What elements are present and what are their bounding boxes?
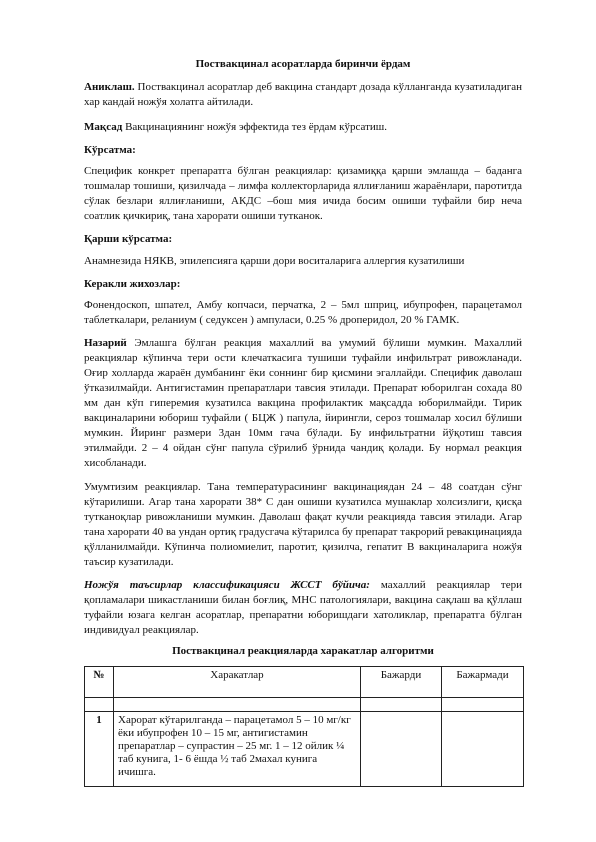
row-not-done-cell xyxy=(442,712,524,787)
classification-paragraph xyxy=(84,578,522,638)
header-number: № xyxy=(85,667,114,698)
row-action: Харорат кўтарилганда – парацетамол 5 – 10 мг/кг ёки ибупрофен 10 – 15 мг, антигистамин препаратлар – супрастин – 25 мг. 1 – 12 ойлик ¼ таб кунига, 1- 6 ёшда ½ таб 2махал кунига ичишга. xyxy=(114,712,361,787)
general-reactions-paragraph: Умумтизим реакциялар. Тана температурасининг вакцинациядан 24 – 48 соатдан сўнг кўтарилиши. Агар тана харорати 38* С дан ошиши кузатилса мушаклар холсизлиги, қисқа тутканоқлар ривожланиши мумкин. Даволаш фақат кучли реакцияда тавсия этилади. Агар тана харорати 40 ва ундан ортиқ градусгача кўтарилса бу препарат такрорий ревакцинацияда қўлланилмайди. Кўпинча полиомиелит, паротит, қизилча, гепатит В вакциналарига ножўя таъсир кузатилади. xyxy=(84,481,522,568)
definition-text: Поствакцинал асоратлар деб вакцина стандарт дозада кўлланганда кузатиладиган хар кандай ножўя холатга айтилади. xyxy=(84,81,522,108)
definition-paragraph xyxy=(84,80,522,110)
theory-label: Назарий xyxy=(84,337,127,349)
indication-text: Специфик конкрет препаратга бўлган реакциялар: қизамиққа қарши эмлашда – баданга тошмалар тошиши, қизилчада – лимфа коллекторларида яллиғланиш жараёнлари, паротитда сўлак безлари яллиғланиши, АКДС –бош мия ичида босим ошиши туфайли бир неча соатлик қичкириқ, тана харорати ошиши тутканок. xyxy=(84,165,522,222)
table-spacer-row xyxy=(85,698,524,712)
theory-paragraph xyxy=(84,336,522,471)
row-done-cell xyxy=(361,712,442,787)
spacer-cell xyxy=(442,698,524,712)
table-header-row xyxy=(85,667,524,698)
spacer-cell xyxy=(85,698,114,712)
classification-text: махаллий реакциялар тери қопламалари шикастланиши билан боғлиқ, МНС патологиялари, вакцина сақлаш ва қўллаш туфайли юзага келган асоратлар, препаратни юборишдаги хатоликлар, препаратга бўлган индивидуал реакциялар. xyxy=(84,579,522,636)
spacer-cell xyxy=(361,698,442,712)
spacer-cell xyxy=(114,698,361,712)
goal-label: Мақсад xyxy=(84,121,123,133)
definition-label: Аниклаш. xyxy=(84,81,135,93)
goal-paragraph xyxy=(84,120,522,135)
row-number: 1 xyxy=(85,712,114,787)
goal-text: Вакцинациянинг ножўя эффектида тез ёрдам кўрсатиш. xyxy=(122,121,388,133)
theory-text: Эмлашга бўлган реакция махаллий ва умумий бўлиши мумкин. Махаллий реакциялар кўпинча тери ости клечаткасига тушиши туфайли инфильтрат ривожланади. Оғир холларда жараён думбанинг ёки соннинг бир қисмини эгаллайди. Специфик даволаш ўтказилмайди. Антигистамин препаратлари тавсия этилади. Препарат юборилган сохада 80 мм дан кўп гиперемия кузатилса вакцина профилактик мақсадда юборилмайди. Тирик вакциналарини юбориш туфайли ( БЦЖ ) папула, йирингли, сероз тошмалар хосил бўлиши мумкин. Йиринг размери 3дан 10мм гача бўлади. Бу инфильтратни йўқотиш тавсия этилмайди. 2 – 4 ойдан сўнг папула сўрилиб ўрнида чандиқ қолади. Бу нормал реакция хисобланади. xyxy=(84,337,522,469)
header-not-done: Бажармади xyxy=(442,667,524,698)
indication-heading: Кўрсатма: xyxy=(84,144,136,156)
classification-label: Ножўя таъсирлар классификацияси ЖССТ бўйича: xyxy=(84,579,370,591)
header-actions: Харакатлар xyxy=(114,667,361,698)
equipment-heading: Керакли жихозлар: xyxy=(84,278,181,290)
algorithm-table xyxy=(84,666,524,787)
document-title: Поствакцинал асоратларда биринчи ёрдам xyxy=(195,58,411,70)
contraindication-text: Анамнезида НЯКВ, эпилепсияга қарши дори воситаларига аллергия кузатилиши xyxy=(84,255,465,267)
equipment-text: Фонендоскоп, шпател, Амбу копчаси, перчатка, 2 – 5мл шприц, ибупрофен, парацетамол таблеткалари, реланиум ( седуксен ) ампуласи, 0.25 % дроперидол, 20 % ГАМК. xyxy=(84,299,522,326)
header-done: Бажарди xyxy=(361,667,442,698)
table-title: Поствакцинал реакцияларда харакатлар алгоритми xyxy=(172,645,434,657)
table-row xyxy=(85,712,524,787)
contraindication-heading: Қарши кўрсатма: xyxy=(84,233,173,245)
